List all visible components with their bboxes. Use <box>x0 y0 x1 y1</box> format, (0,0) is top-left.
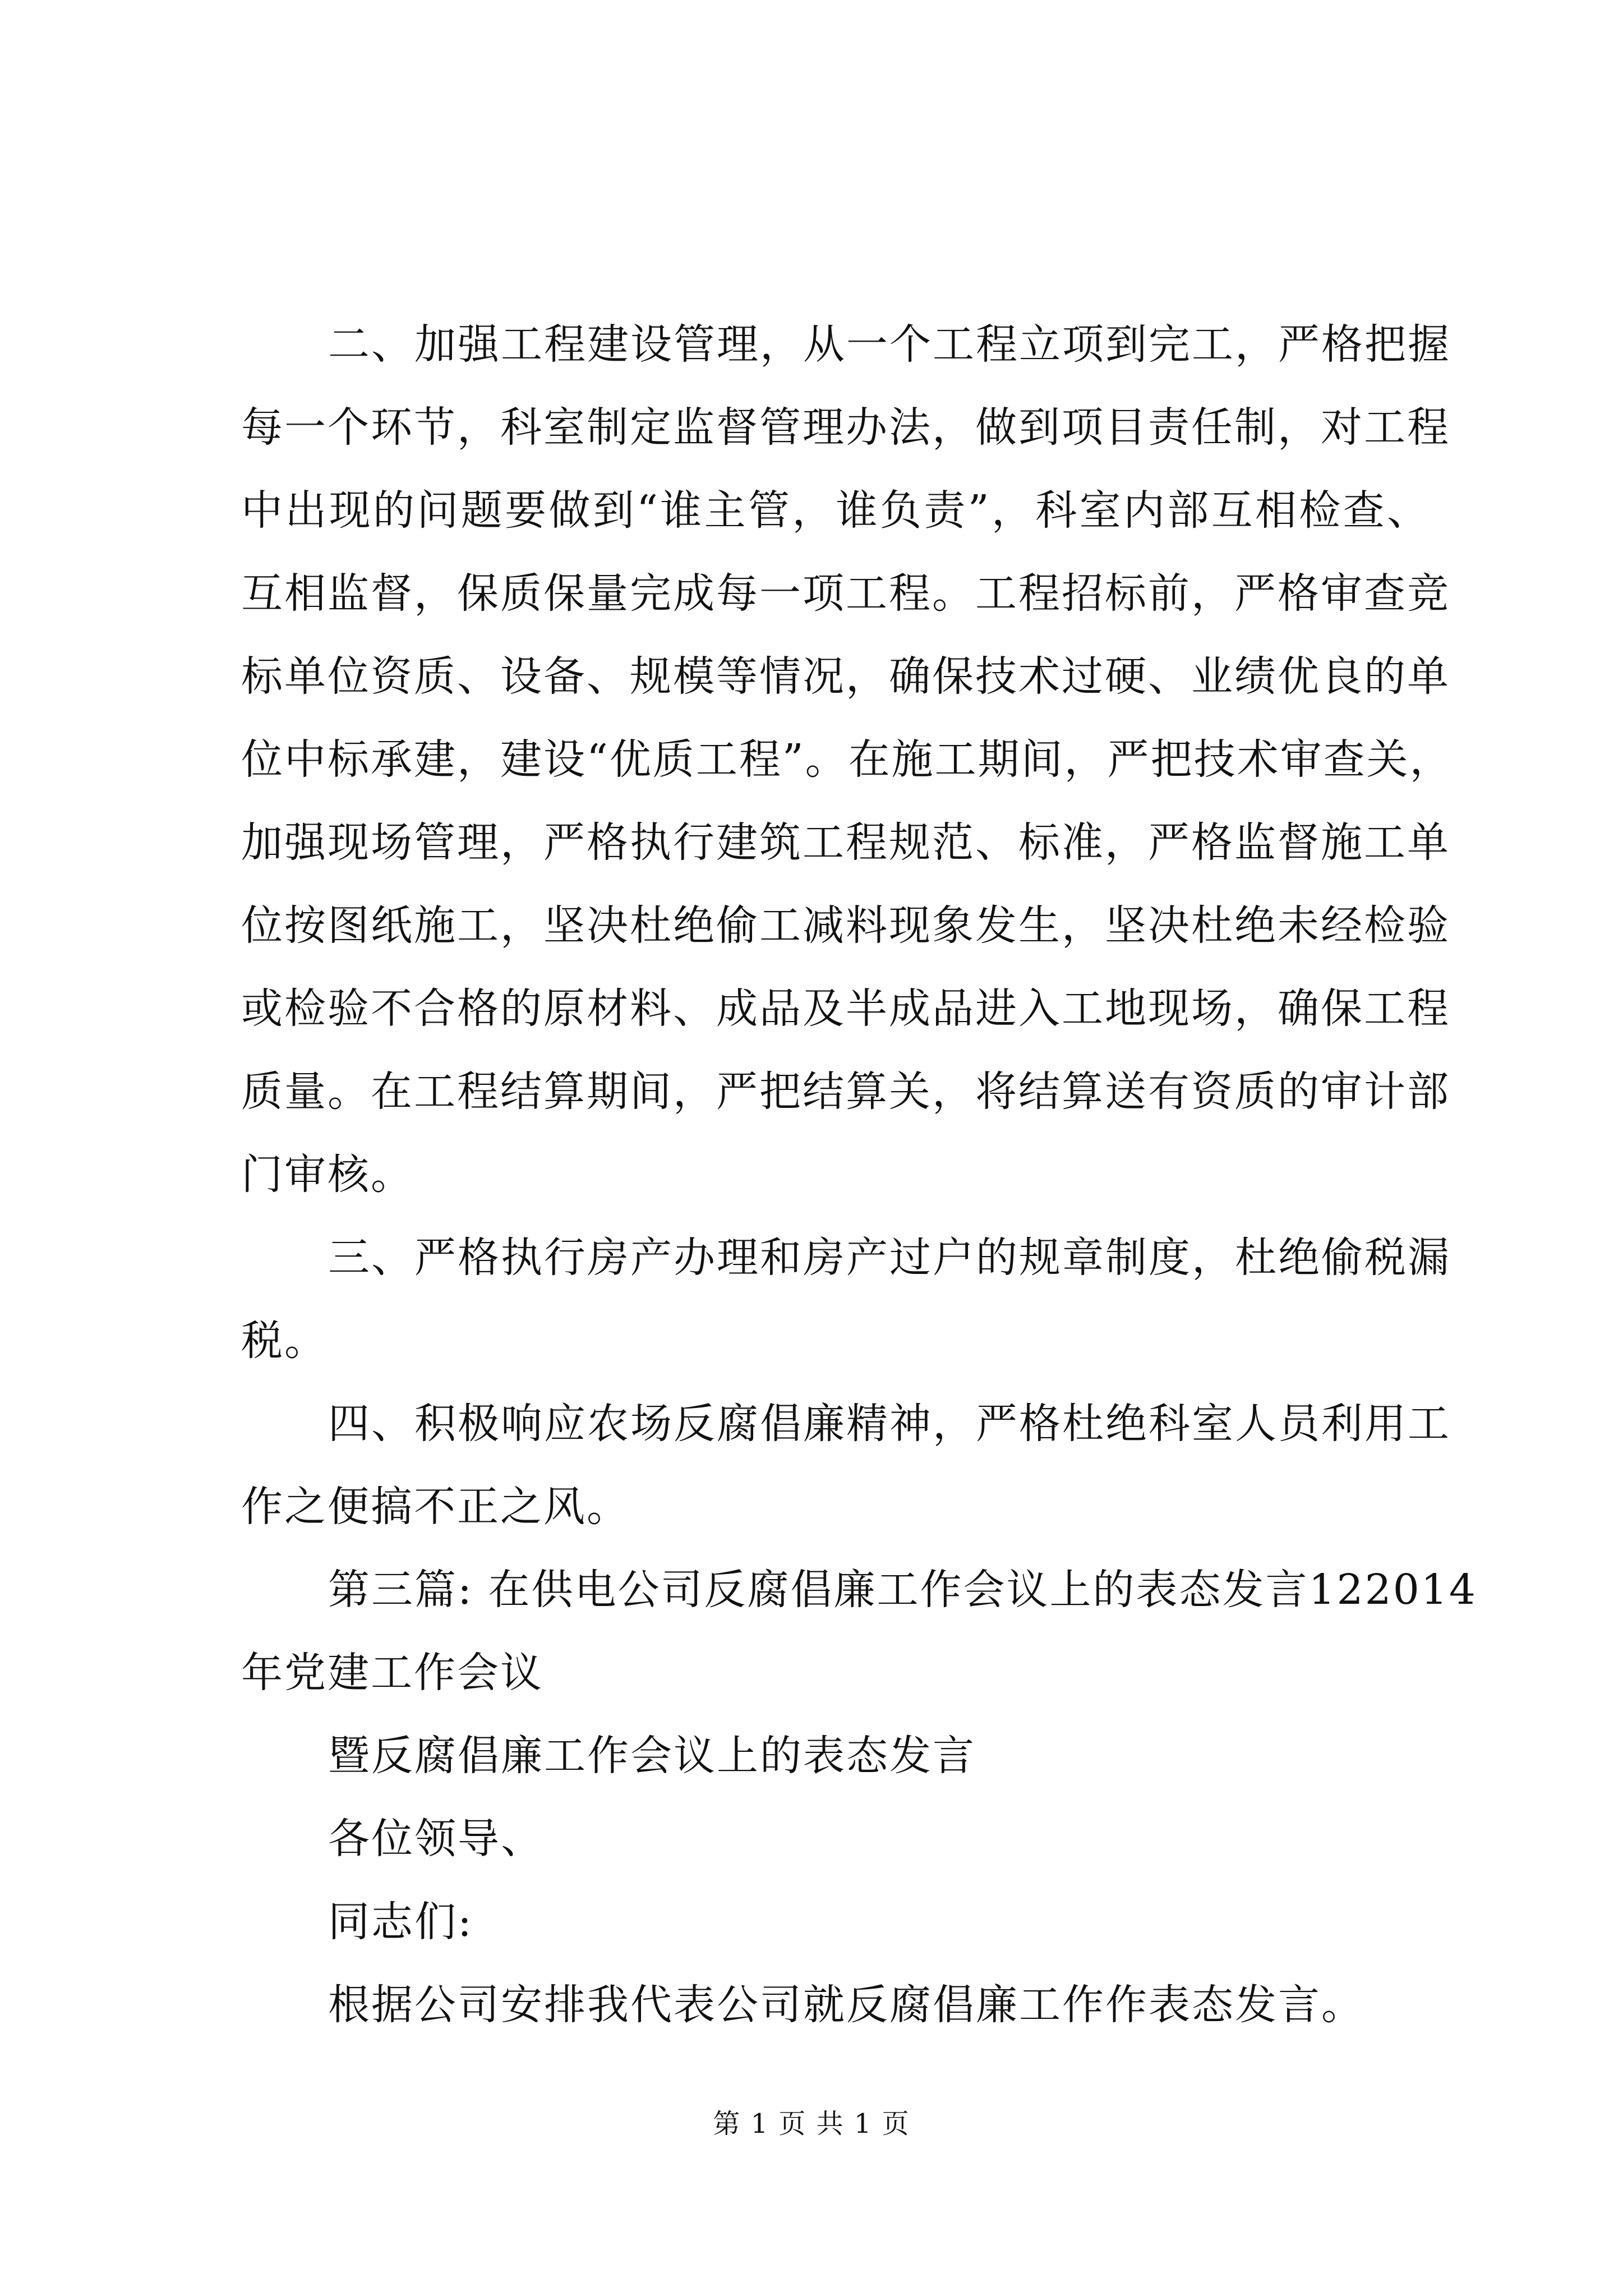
page-number-footer: 第 1 页 共 1 页 <box>713 2108 910 2139</box>
paragraph-2-line-4: 互相监督，保质保量完成每一项工程。工程招标前，严格审查竞 <box>241 569 1450 618</box>
salutation-leaders: 各位领导、 <box>328 1815 544 1863</box>
paragraph-2-line-5: 标单位资质、设备、规模等情况，确保技术过硬、业绩优良的单 <box>241 652 1450 701</box>
salutation-comrades: 同志们: <box>328 1898 473 1946</box>
paragraph-3-line-1: 三、严格执行房产办理和房产过户的规章制度，杜绝偷税漏 <box>328 1234 1451 1282</box>
paragraph-2-line-1: 二、加强工程建设管理，从一个工程立项到完工，严格把握 <box>328 320 1451 369</box>
paragraph-2-line-10: 质量。在工程结算期间，严把结算关，将结算送有资质的审计部 <box>241 1068 1450 1116</box>
paragraph-3-line-2: 税。 <box>241 1317 328 1365</box>
paragraph-2-line-6: 位中标承建，建设“优质工程”。在施工期间，严把技术审查关， <box>241 735 1453 784</box>
paragraph-2-line-8: 位按图纸施工，坚决杜绝偷工减料现象发生，坚决杜绝未经检验 <box>241 901 1450 950</box>
paragraph-2-line-11: 门审核。 <box>241 1151 414 1199</box>
speech-title: 暨反腐倡廉工作会议上的表态发言 <box>328 1732 976 1780</box>
paragraph-4-line-2: 作之便搞不正之风。 <box>241 1483 630 1531</box>
paragraph-2-line-9: 或检验不合格的原材料、成品及半成品进入工地现场，确保工程 <box>241 984 1450 1033</box>
paragraph-4-line-1: 四、积极响应农场反腐倡廉精神，严格杜绝科室人员利用工 <box>328 1400 1451 1448</box>
document-body <box>241 303 1477 2046</box>
section-heading-line-2: 年党建工作会议 <box>241 1649 543 1697</box>
paragraph-2-line-3: 中出现的问题要做到“谁主管，谁负责”，科室内部互相检查、 <box>241 486 1430 535</box>
paragraph-2-line-2: 每一个环节，科室制定监督管理办法，做到项目责任制，对工程 <box>241 403 1450 452</box>
section-heading-line-1: 第三篇: 在供电公司反腐倡廉工作会议上的表态发言122014 <box>328 1566 1477 1614</box>
paragraph-2-line-7: 加强现场管理，严格执行建筑工程规范、标准，严格监督施工单 <box>241 818 1450 867</box>
opening-sentence: 根据公司安排我代表公司就反腐倡廉工作作表态发言。 <box>328 1981 1364 2029</box>
